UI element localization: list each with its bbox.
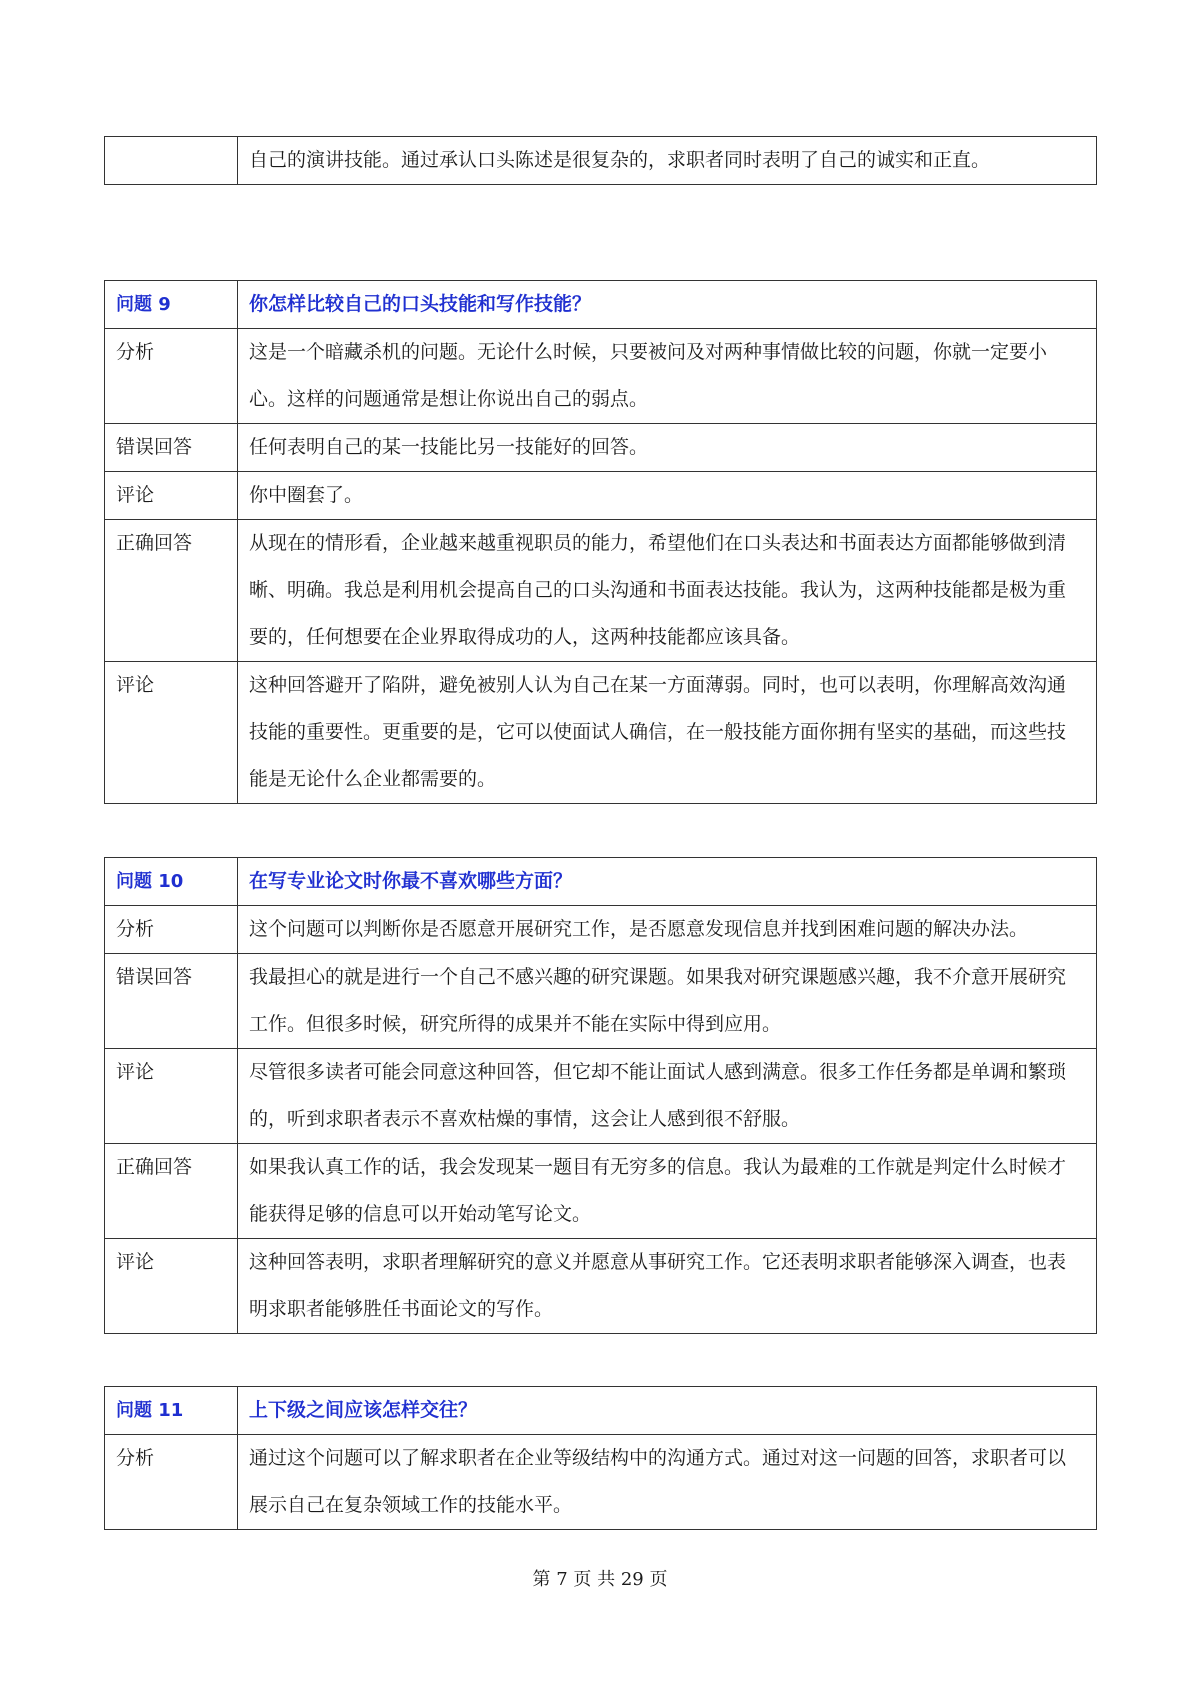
row-text: 任何表明自己的某一技能比另一技能好的回答。 <box>238 424 1097 472</box>
row-label: 错误回答 <box>105 424 238 472</box>
question-number: 问题 11 <box>105 1387 238 1435</box>
question-title: 上下级之间应该怎样交往？ <box>238 1387 1097 1435</box>
row-label: 分析 <box>105 1435 238 1530</box>
question-table-9 <box>104 280 1097 804</box>
row-text: 我最担心的就是进行一个自己不感兴趣的研究课题。如果我对研究课题感兴趣，我不介意开展研究工作。但很多时候，研究所得的成果并不能在实际中得到应用。 <box>238 954 1097 1049</box>
question-table-11 <box>104 1386 1097 1530</box>
row-text: 你中圈套了。 <box>238 472 1097 520</box>
row-label: 评论 <box>105 472 238 520</box>
table-row <box>105 520 1097 662</box>
row-text: 这种回答表明，求职者理解研究的意义并愿意从事研究工作。它还表明求职者能够深入调查，也表明求职者能够胜任书面论文的写作。 <box>238 1239 1097 1334</box>
row-text: 尽管很多读者可能会同意这种回答，但它却不能让面试人感到满意。很多工作任务都是单调和繁琐的，听到求职者表示不喜欢枯燥的事情，这会让人感到很不舒服。 <box>238 1049 1097 1144</box>
row-text: 通过这个问题可以了解求职者在企业等级结构中的沟通方式。通过对这一问题的回答，求职者可以展示自己在复杂领域工作的技能水平。 <box>238 1435 1097 1530</box>
table-row <box>105 662 1097 804</box>
question-title: 在写专业论文时你最不喜欢哪些方面？ <box>238 858 1097 906</box>
question-number: 问题 9 <box>105 281 238 329</box>
row-text: 这个问题可以判断你是否愿意开展研究工作，是否愿意发现信息并找到困难问题的解决办法。 <box>238 906 1097 954</box>
row-text: 从现在的情形看，企业越来越重视职员的能力，希望他们在口头表达和书面表达方面都能够做到清晰、明确。我总是利用机会提高自己的口头沟通和书面表达技能。我认为，这两种技能都是极为重要的，任何想要在企业界取得成功的人，这两种技能都应该具备。 <box>238 520 1097 662</box>
table-row <box>105 1049 1097 1144</box>
row-text: 这是一个暗藏杀机的问题。无论什么时候，只要被问及对两种事情做比较的问题，你就一定要小心。这样的问题通常是想让你说出自己的弱点。 <box>238 329 1097 424</box>
question-header-row <box>105 281 1097 329</box>
row-label: 正确回答 <box>105 1144 238 1239</box>
table-row <box>105 1239 1097 1334</box>
table-row <box>105 906 1097 954</box>
row-label: 正确回答 <box>105 520 238 662</box>
question-header-row <box>105 1387 1097 1435</box>
row-label: 评论 <box>105 1239 238 1334</box>
table-row <box>105 1144 1097 1239</box>
table-row <box>105 472 1097 520</box>
question-number: 问题 10 <box>105 858 238 906</box>
row-label: 评论 <box>105 662 238 804</box>
row-label: 分析 <box>105 906 238 954</box>
table-row <box>105 424 1097 472</box>
table-row <box>105 954 1097 1049</box>
continuation-table <box>104 136 1097 185</box>
page-number-footer: 第 7 页 共 29 页 <box>532 1569 668 1590</box>
continuation-label <box>105 137 238 185</box>
row-text: 如果我认真工作的话，我会发现某一题目有无穷多的信息。我认为最难的工作就是判定什么时候才能获得足够的信息可以开始动笔写论文。 <box>238 1144 1097 1239</box>
question-table-10 <box>104 857 1097 1334</box>
table-row <box>105 329 1097 424</box>
question-header-row <box>105 858 1097 906</box>
continuation-text: 自己的演讲技能。通过承认口头陈述是很复杂的，求职者同时表明了自己的诚实和正直。 <box>238 137 1097 185</box>
row-label: 错误回答 <box>105 954 238 1049</box>
table-row <box>105 1435 1097 1530</box>
row-label: 评论 <box>105 1049 238 1144</box>
row-label: 分析 <box>105 329 238 424</box>
row-text: 这种回答避开了陷阱，避免被别人认为自己在某一方面薄弱。同时，也可以表明，你理解高效沟通技能的重要性。更重要的是，它可以使面试人确信，在一般技能方面你拥有坚实的基础，而这些技能是无论什么企业都需要的。 <box>238 662 1097 804</box>
question-title: 你怎样比较自己的口头技能和写作技能？ <box>238 281 1097 329</box>
continuation-row <box>105 137 1097 185</box>
